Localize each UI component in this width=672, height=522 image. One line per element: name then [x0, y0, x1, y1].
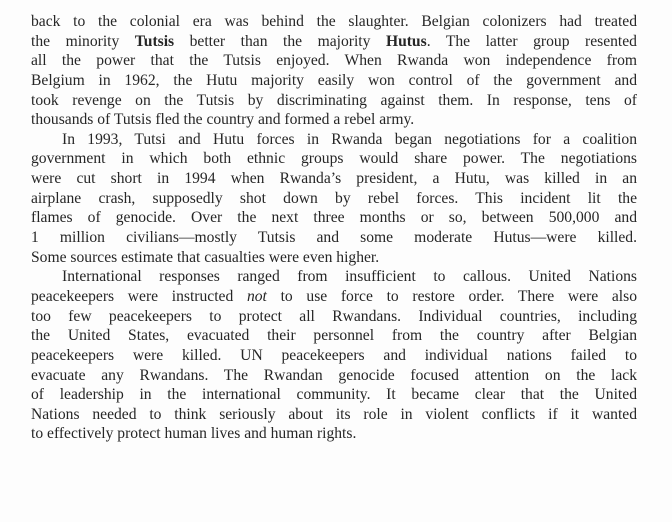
text-line: [31, 208, 637, 228]
text-line: [31, 346, 637, 366]
text-line: [31, 424, 637, 444]
text-line: [31, 385, 637, 405]
text-run: were cut short in 1994 when Rwanda’s president, a Hutu, was killed in an: [31, 170, 637, 188]
text-run: the United States, evacuated their personnel from the country after Belgian: [31, 327, 637, 345]
text-run: too few peacekeepers to protect all Rwandans. Individual countries, including: [31, 307, 637, 325]
paragraph: [31, 130, 637, 267]
text-run: Belgium in 1962, the Hutu majority easily won control of the government and: [31, 71, 637, 89]
text-run: peacekeepers were killed. UN peacekeepers and individual nations failed to: [31, 346, 637, 364]
bold-term: Hutus: [385, 32, 427, 50]
text-run: Some sources estimate that casualties were even higher.: [31, 248, 380, 266]
text-line: [31, 189, 637, 209]
text-run: . The latter group resented: [426, 32, 637, 50]
text-line: [31, 91, 637, 111]
text-line: [31, 366, 637, 386]
text-run: to effectively protect human lives and human rights.: [31, 425, 357, 443]
text-run: In 1993, Tutsi and Hutu forces in Rwanda began negotiations for a coalition: [62, 130, 637, 148]
paragraph: [31, 267, 637, 444]
text-run: the minority: [31, 32, 135, 50]
text-line: [31, 267, 637, 287]
text-line: [31, 248, 637, 268]
text-line: [31, 71, 637, 91]
text-run: took revenge on the Tutsis by discriminating against them. In response, tens of: [31, 91, 637, 109]
text-run: of leadership in the international community. It became clear that the United: [31, 386, 637, 404]
bold-term: Tutsis: [134, 32, 175, 50]
text-run: flames of genocide. Over the next three months or so, between 500,000 and: [31, 209, 637, 227]
body-text: [31, 12, 637, 444]
text-run: all the power that the Tutsis enjoyed. When Rwanda won independence from: [31, 52, 637, 70]
text-line: [31, 228, 637, 248]
italic-emphasis: not: [246, 287, 267, 305]
text-run: International responses ranged from insufficient to callous. United Nations: [62, 268, 637, 286]
text-line: [31, 169, 637, 189]
text-line: [31, 307, 637, 327]
text-run: Nations needed to think seriously about its role in violent conflicts if it wanted: [31, 405, 637, 423]
text-run: peacekeepers were instructed: [31, 287, 247, 305]
text-line: [31, 130, 637, 150]
text-line: [31, 32, 637, 52]
text-run: better than the majority: [174, 32, 386, 50]
text-run: back to the colonial era was behind the slaughter. Belgian colonizers had treated: [31, 13, 637, 30]
text-line: [31, 12, 637, 32]
text-run: thousands of Tutsis fled the country and formed a rebel army.: [31, 111, 415, 129]
text-run: government in which both ethnic groups would share power. The negotiations: [31, 150, 637, 168]
text-run: airplane crash, supposedly shot down by rebel forces. This incident lit the: [31, 189, 637, 207]
text-run: evacuate any Rwandans. The Rwandan genocide focused attention on the lack: [31, 366, 637, 384]
text-line: [31, 287, 637, 307]
text-run: to use force to restore order. There were also: [266, 287, 637, 305]
paragraph: [31, 12, 637, 130]
text-line: [31, 405, 637, 425]
text-line: [31, 326, 637, 346]
text-line: [31, 110, 637, 130]
text-line: [31, 51, 637, 71]
text-run: 1 million civilians—mostly Tutsis and some moderate Hutus—were killed.: [31, 229, 637, 247]
text-line: [31, 149, 637, 169]
